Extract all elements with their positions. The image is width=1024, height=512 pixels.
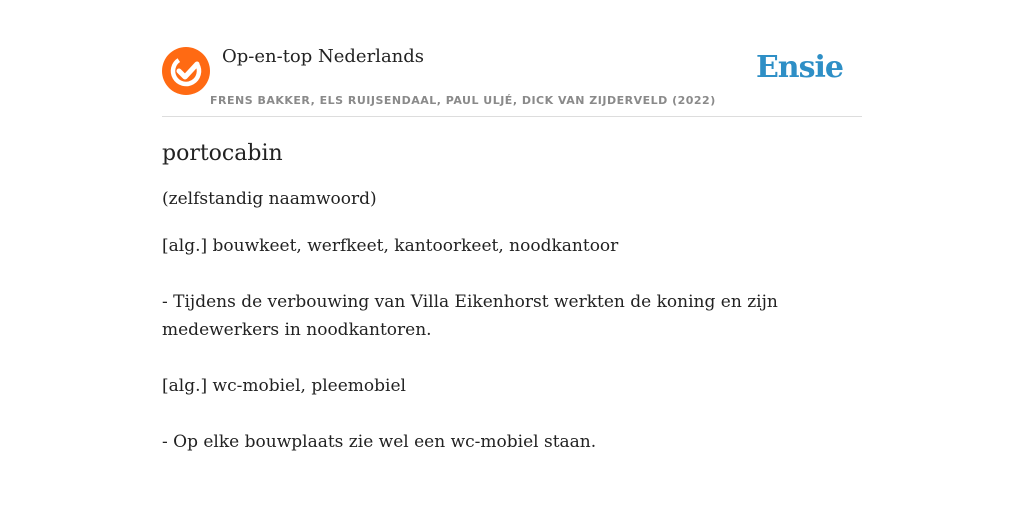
source-title[interactable]: Op-en-top Nederlands [222, 46, 425, 67]
checkmark-circle-icon [162, 47, 210, 95]
entry-synonyms-1: [alg.] bouwkeet, werfkeet, kantoorkeet, noodkantoor [162, 236, 619, 256]
entry-headword: portocabin [162, 141, 283, 166]
ensie-logo-link[interactable]: Ensie [755, 50, 843, 85]
entry-example-1: - Tijdens de verbouwing van Villa Eikenhorst werkten de koning en zijn medewerkers in noodkantoren. [162, 292, 778, 340]
part-of-speech: (zelfstandig naamwoord) [162, 189, 377, 209]
source-header [162, 40, 862, 117]
entry-example-2: - Op elke bouwplaats zie wel een wc-mobiel staan. [162, 432, 597, 452]
source-authors: FRENS BAKKER, ELS RUIJSENDAAL, PAUL ULJÉ, DICK VAN ZIJDERVELD (2022) [210, 94, 716, 107]
entry-synonyms-2: [alg.] wc-mobiel, pleemobiel [162, 376, 406, 396]
dictionary-entry [162, 137, 862, 484]
